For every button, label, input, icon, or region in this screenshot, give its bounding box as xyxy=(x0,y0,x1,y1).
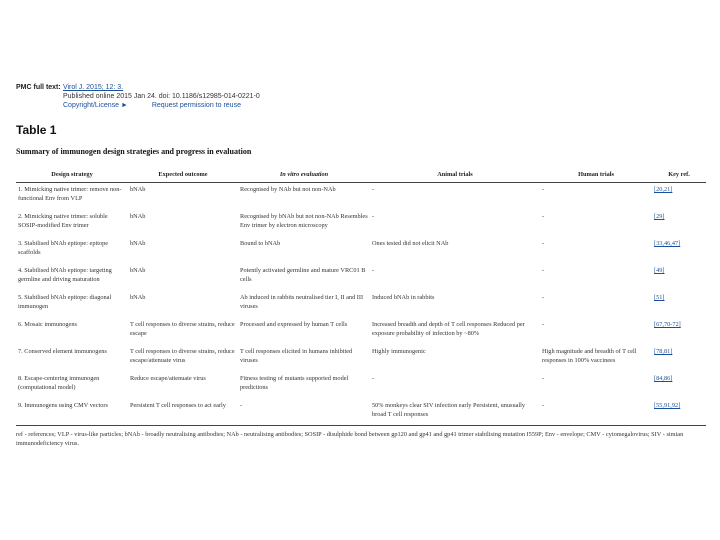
cell-animal: - xyxy=(372,374,375,382)
header-human-trials: Human trials xyxy=(540,168,652,183)
table-row xyxy=(16,183,706,210)
ref-link[interactable]: [51] xyxy=(654,293,665,301)
cell-outcome: Reduce escape/attenuate virus xyxy=(130,374,206,382)
pmc-label: PMC full text: xyxy=(16,84,61,91)
ref-link[interactable]: [33,46,47] xyxy=(654,239,681,247)
table-row xyxy=(16,291,706,318)
cell-animal: 50% monkeys clear SIV infection early Persistent, unusually broad T cell responses xyxy=(370,399,540,426)
table-title: Table 1 xyxy=(16,123,57,137)
table-row xyxy=(16,372,706,399)
table-header-row xyxy=(16,168,706,183)
cell-human: - xyxy=(542,212,545,220)
cell-human: High magnitude and breadth of T cell responses in 100% vaccinees xyxy=(542,347,637,364)
cell-strategy: 1. Mimicking native trimer: remove non-functional Env from VLP xyxy=(18,186,122,202)
cell-outcome: Persistent T cell responses to act early xyxy=(128,399,238,426)
cell-outcome: bNAb xyxy=(130,212,146,220)
journal-link[interactable]: Virol J. 2015; 12: 3. xyxy=(62,84,124,91)
ref-link[interactable]: [55,91,92] xyxy=(652,399,706,426)
cell-in-vitro: Potently activated germline and mature VRC01 B cells xyxy=(240,266,366,283)
cell-strategy: 6. Mosaic immunogens xyxy=(18,320,77,328)
cell-outcome: T cell responses to diverse strains, reduce escape/attenuate virus xyxy=(130,347,235,364)
cell-in-vitro: Processed and expressed by human T cells xyxy=(240,320,348,328)
cell-human: - xyxy=(542,239,545,247)
cell-animal: - xyxy=(372,266,375,274)
ref-link[interactable]: [84,86] xyxy=(654,374,673,382)
cell-animal: - xyxy=(372,212,375,220)
cell-in-vitro: Recognised by bNAb but not non-NAb Resembles Env trimer by electron microscopy xyxy=(240,212,368,229)
cell-outcome: bNAb xyxy=(130,293,146,301)
permission-link[interactable]: Request permission to reuse xyxy=(151,102,241,109)
ref-link[interactable]: [29] xyxy=(654,212,665,220)
cell-human: - xyxy=(542,374,545,382)
cell-in-vitro: Recognised by NAb but not non-NAb xyxy=(240,186,336,193)
header-animal-trials: Animal trials xyxy=(370,168,540,183)
summary-table xyxy=(16,168,706,426)
table-row xyxy=(16,210,706,237)
cell-strategy: 8. Escape-centering immunogen (computational model) xyxy=(18,374,100,391)
table-row xyxy=(16,264,706,291)
cell-in-vitro: Bound to bNAb xyxy=(240,239,281,247)
table-row xyxy=(16,345,706,372)
table-caption: Summary of immunogen design strategies and progress in evaluation xyxy=(16,147,252,156)
cell-animal: Highly immunogenic xyxy=(372,347,426,355)
cell-outcome: bNAb xyxy=(130,266,146,274)
ref-link[interactable]: [49] xyxy=(654,266,665,274)
cell-human: - xyxy=(542,186,545,193)
cell-in-vitro: T cell responses elicited in humans inhibited viruses xyxy=(240,347,353,364)
ref-link[interactable]: [20,21] xyxy=(654,186,673,193)
cell-human: - xyxy=(542,266,545,274)
cell-in-vitro: - xyxy=(238,399,370,426)
cell-strategy: 2. Mimicking native trimer: soluble SOSIP-modified Env trimer xyxy=(18,212,108,229)
cell-animal: Increased breadth and depth of T cell responses Reduced per exposure probability of infection by ~80% xyxy=(372,320,525,337)
published-info: Published online 2015 Jan 24. doi: 10.1186/s12985-014-0221-0 xyxy=(63,93,260,100)
table-footnote: ref - references; VLP - virus-like particles; bNAb - broadly neutralising antibodies; NAb - neutralising antibodies; SOSIP - disulphide bond between gp120 and gp41 and gp41 trimer stabilising mutation I559P; Env - envelope; CMV - cytomegalovirus; SIV - simian immunodeficiency virus. xyxy=(16,431,684,447)
header-key-ref: Key ref. xyxy=(652,168,706,183)
cell-human: - xyxy=(542,320,545,328)
table-row xyxy=(16,399,706,426)
cell-outcome: T cell responses to diverse strains, reduce escape xyxy=(130,320,235,337)
cell-animal: Ones tested did not elicit NAb xyxy=(372,239,449,247)
ref-link[interactable]: [67,70-72] xyxy=(654,320,681,328)
cell-in-vitro: Fitness testing of mutants supported model predictions xyxy=(240,374,349,391)
cell-outcome: bNAb xyxy=(130,186,146,193)
cell-strategy: 3. Stabilised bNAb epitope: epitope scaffolds xyxy=(18,239,109,256)
cell-outcome: bNAb xyxy=(130,239,146,247)
cell-human: - xyxy=(540,399,652,426)
header-design-strategy: Design strategy xyxy=(16,168,128,183)
cell-animal: - xyxy=(372,186,375,193)
cell-strategy: 7. Conserved element immunogens xyxy=(18,347,107,355)
header-in-vitro: In vitro evaluation xyxy=(238,168,370,183)
cell-strategy: 5. Stabilised bNAb epitope: diagonal immunogen xyxy=(18,293,112,310)
ref-link[interactable]: [78,81] xyxy=(654,347,673,355)
table-row xyxy=(16,318,706,345)
cell-strategy: 4. Stabilised bNAb epitope: targeting germline and driving maturation xyxy=(18,266,112,283)
pmc-citation xyxy=(16,83,263,110)
cell-strategy: 9. Immunogens using CMV vectors xyxy=(16,399,128,426)
cell-in-vitro: Ab induced in rabbits neutralised tier I, II and III viruses xyxy=(240,293,364,310)
table-row xyxy=(16,237,706,264)
cell-human: - xyxy=(542,293,545,301)
cell-animal: Induced bNAb in rabbits xyxy=(372,293,435,301)
copyright-link[interactable]: Copyright/License ► xyxy=(63,102,128,109)
header-expected-outcome: Expected outcome xyxy=(128,168,238,183)
